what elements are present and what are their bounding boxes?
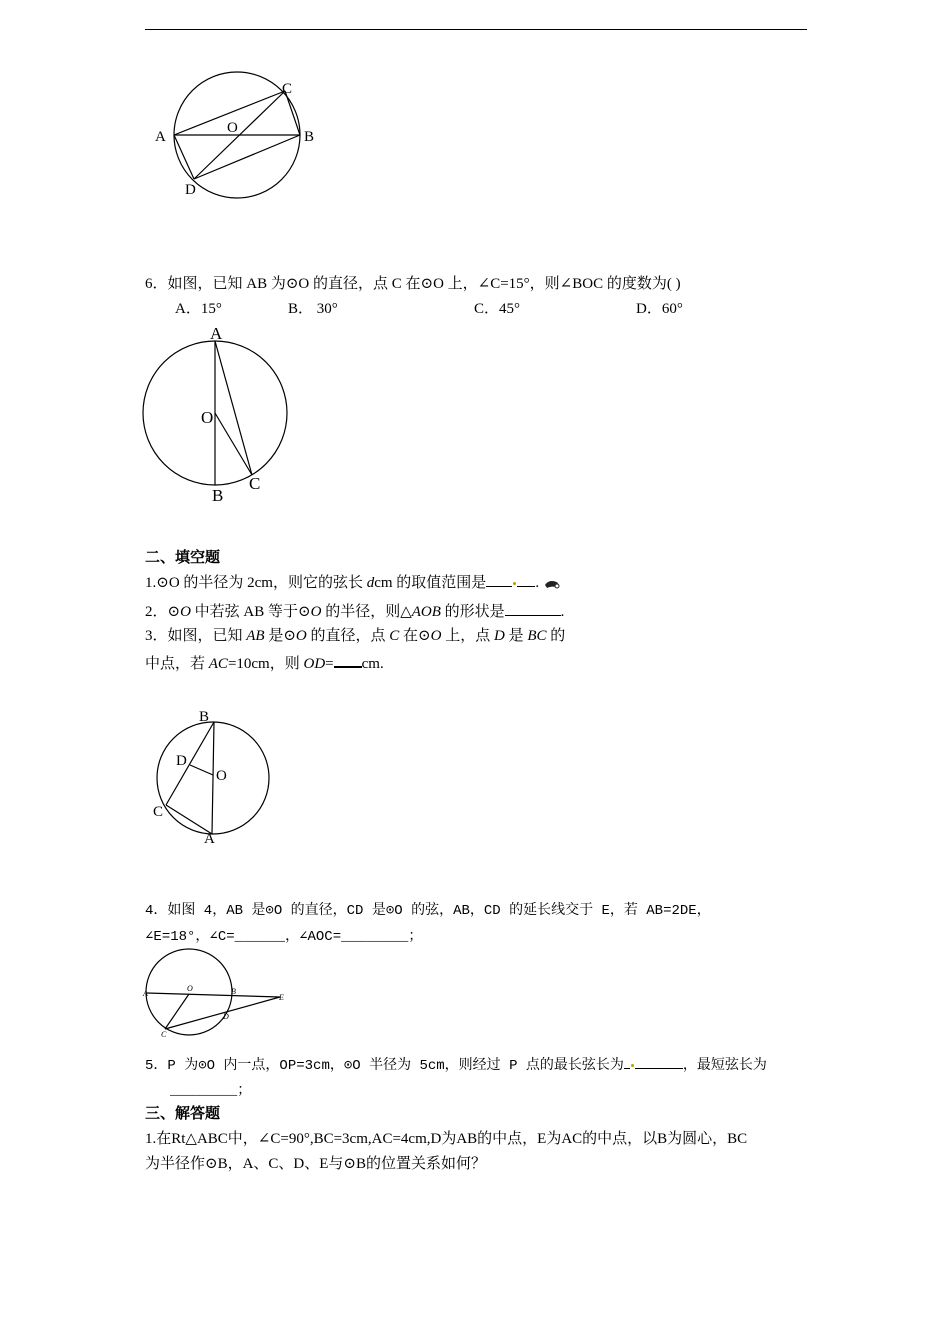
q6-choice-a: A．15°	[175, 301, 222, 317]
fig4-line-ae	[147, 993, 280, 997]
figure-3	[150, 703, 280, 851]
section2-title: 二、填空题	[145, 550, 221, 566]
fig4-label-o: O	[187, 984, 193, 993]
fill-q1: 1.⊙O 的半径为 2cm，则它的弦长 dcm 的取值范围是 .	[145, 572, 561, 593]
answer-q1-line1: 1.在Rt△ABC中，∠C=90°,BC=3cm,AC=4cm,D为AB的中点，E为AC的中点，以B为圆心，BC	[145, 1131, 748, 1147]
fill-q4-line2: ∠E=18°，∠C=______，∠AOC=________；	[145, 929, 423, 945]
fill-q3-line1: 3．如图，已知 AB 是⊙O 的直径，点 C 在⊙O 上，点 D 是 BC 的	[145, 628, 566, 644]
fig3-label-c: C	[153, 804, 164, 820]
fig1-label-o: O	[227, 120, 238, 136]
fig4-label-a: A	[143, 989, 148, 998]
fig1-label-a: A	[155, 129, 166, 145]
fig1-label-b: B	[304, 129, 315, 145]
q6-choice-b: B． 30°	[288, 301, 338, 317]
fig1-label-c: C	[282, 81, 293, 97]
decoration-mark-icon	[543, 578, 561, 590]
fig2-label-b: B	[212, 486, 224, 505]
fill-q5-line2: ________；	[170, 1083, 252, 1099]
fill-q2: 2．⊙O 中若弦 AB 等于⊙O 的半径，则△AOB 的形状是 .	[145, 601, 564, 622]
fig4-label-b: B	[231, 987, 236, 996]
fig3-label-b: B	[199, 709, 210, 725]
fig3-diameter-ab	[212, 722, 214, 834]
q6-choice-d: D．60°	[636, 301, 683, 317]
fig3-label-o: O	[216, 768, 227, 784]
fill-q3-line2: 中点，若 AC=10cm，则 OD= cm.	[145, 652, 384, 674]
fig2-label-o: O	[201, 408, 214, 427]
q6-text: 6．如图，已知 AB 为⊙O 的直径，点 C 在⊙O 上，∠C=15°，则∠BOC 的度数为( )	[145, 276, 681, 292]
fig3-segment-od	[190, 765, 213, 775]
fig4-label-e: E	[279, 993, 284, 1002]
fig3-chord-bc	[166, 722, 214, 805]
fig2-label-c: C	[249, 474, 261, 493]
fill-q5-line1: 5．P 为⊙O 内一点，OP=3cm，⊙O 半径为 5cm，则经过 P 点的最长弦长为 ，最短弦长为	[145, 1054, 767, 1076]
fig1-chord-cb	[285, 91, 300, 135]
fig3-label-a: A	[204, 831, 215, 847]
fig4-label-d: D	[223, 1012, 229, 1021]
section3-title: 三、解答题	[145, 1106, 221, 1122]
q6-choice-c: C．45°	[474, 301, 521, 317]
header-rule	[145, 29, 807, 30]
fig3-label-d: D	[176, 753, 187, 769]
fig1-chord-ad	[174, 135, 194, 179]
fig2-label-a: A	[210, 324, 223, 343]
fill-q4-line1: 4．如图 4，AB 是⊙O 的直径，CD 是⊙O 的弦，AB，CD 的延长线交于 E，若 AB=2DE，	[145, 903, 711, 919]
fig2-chord-ac	[215, 341, 252, 475]
fig1-chord-db	[194, 135, 300, 179]
fig4-label-c: C	[161, 1030, 167, 1039]
fig2-radius-oc	[215, 413, 252, 475]
figure-2	[138, 320, 298, 506]
figure-1	[145, 65, 335, 205]
fig1-label-d: D	[185, 182, 196, 198]
fig3-chord-ca	[166, 805, 212, 834]
figure-4	[143, 947, 293, 1039]
answer-q1-line2: 为半径作⊙B，A、C、D、E与⊙B的位置关系如何？	[145, 1156, 486, 1172]
